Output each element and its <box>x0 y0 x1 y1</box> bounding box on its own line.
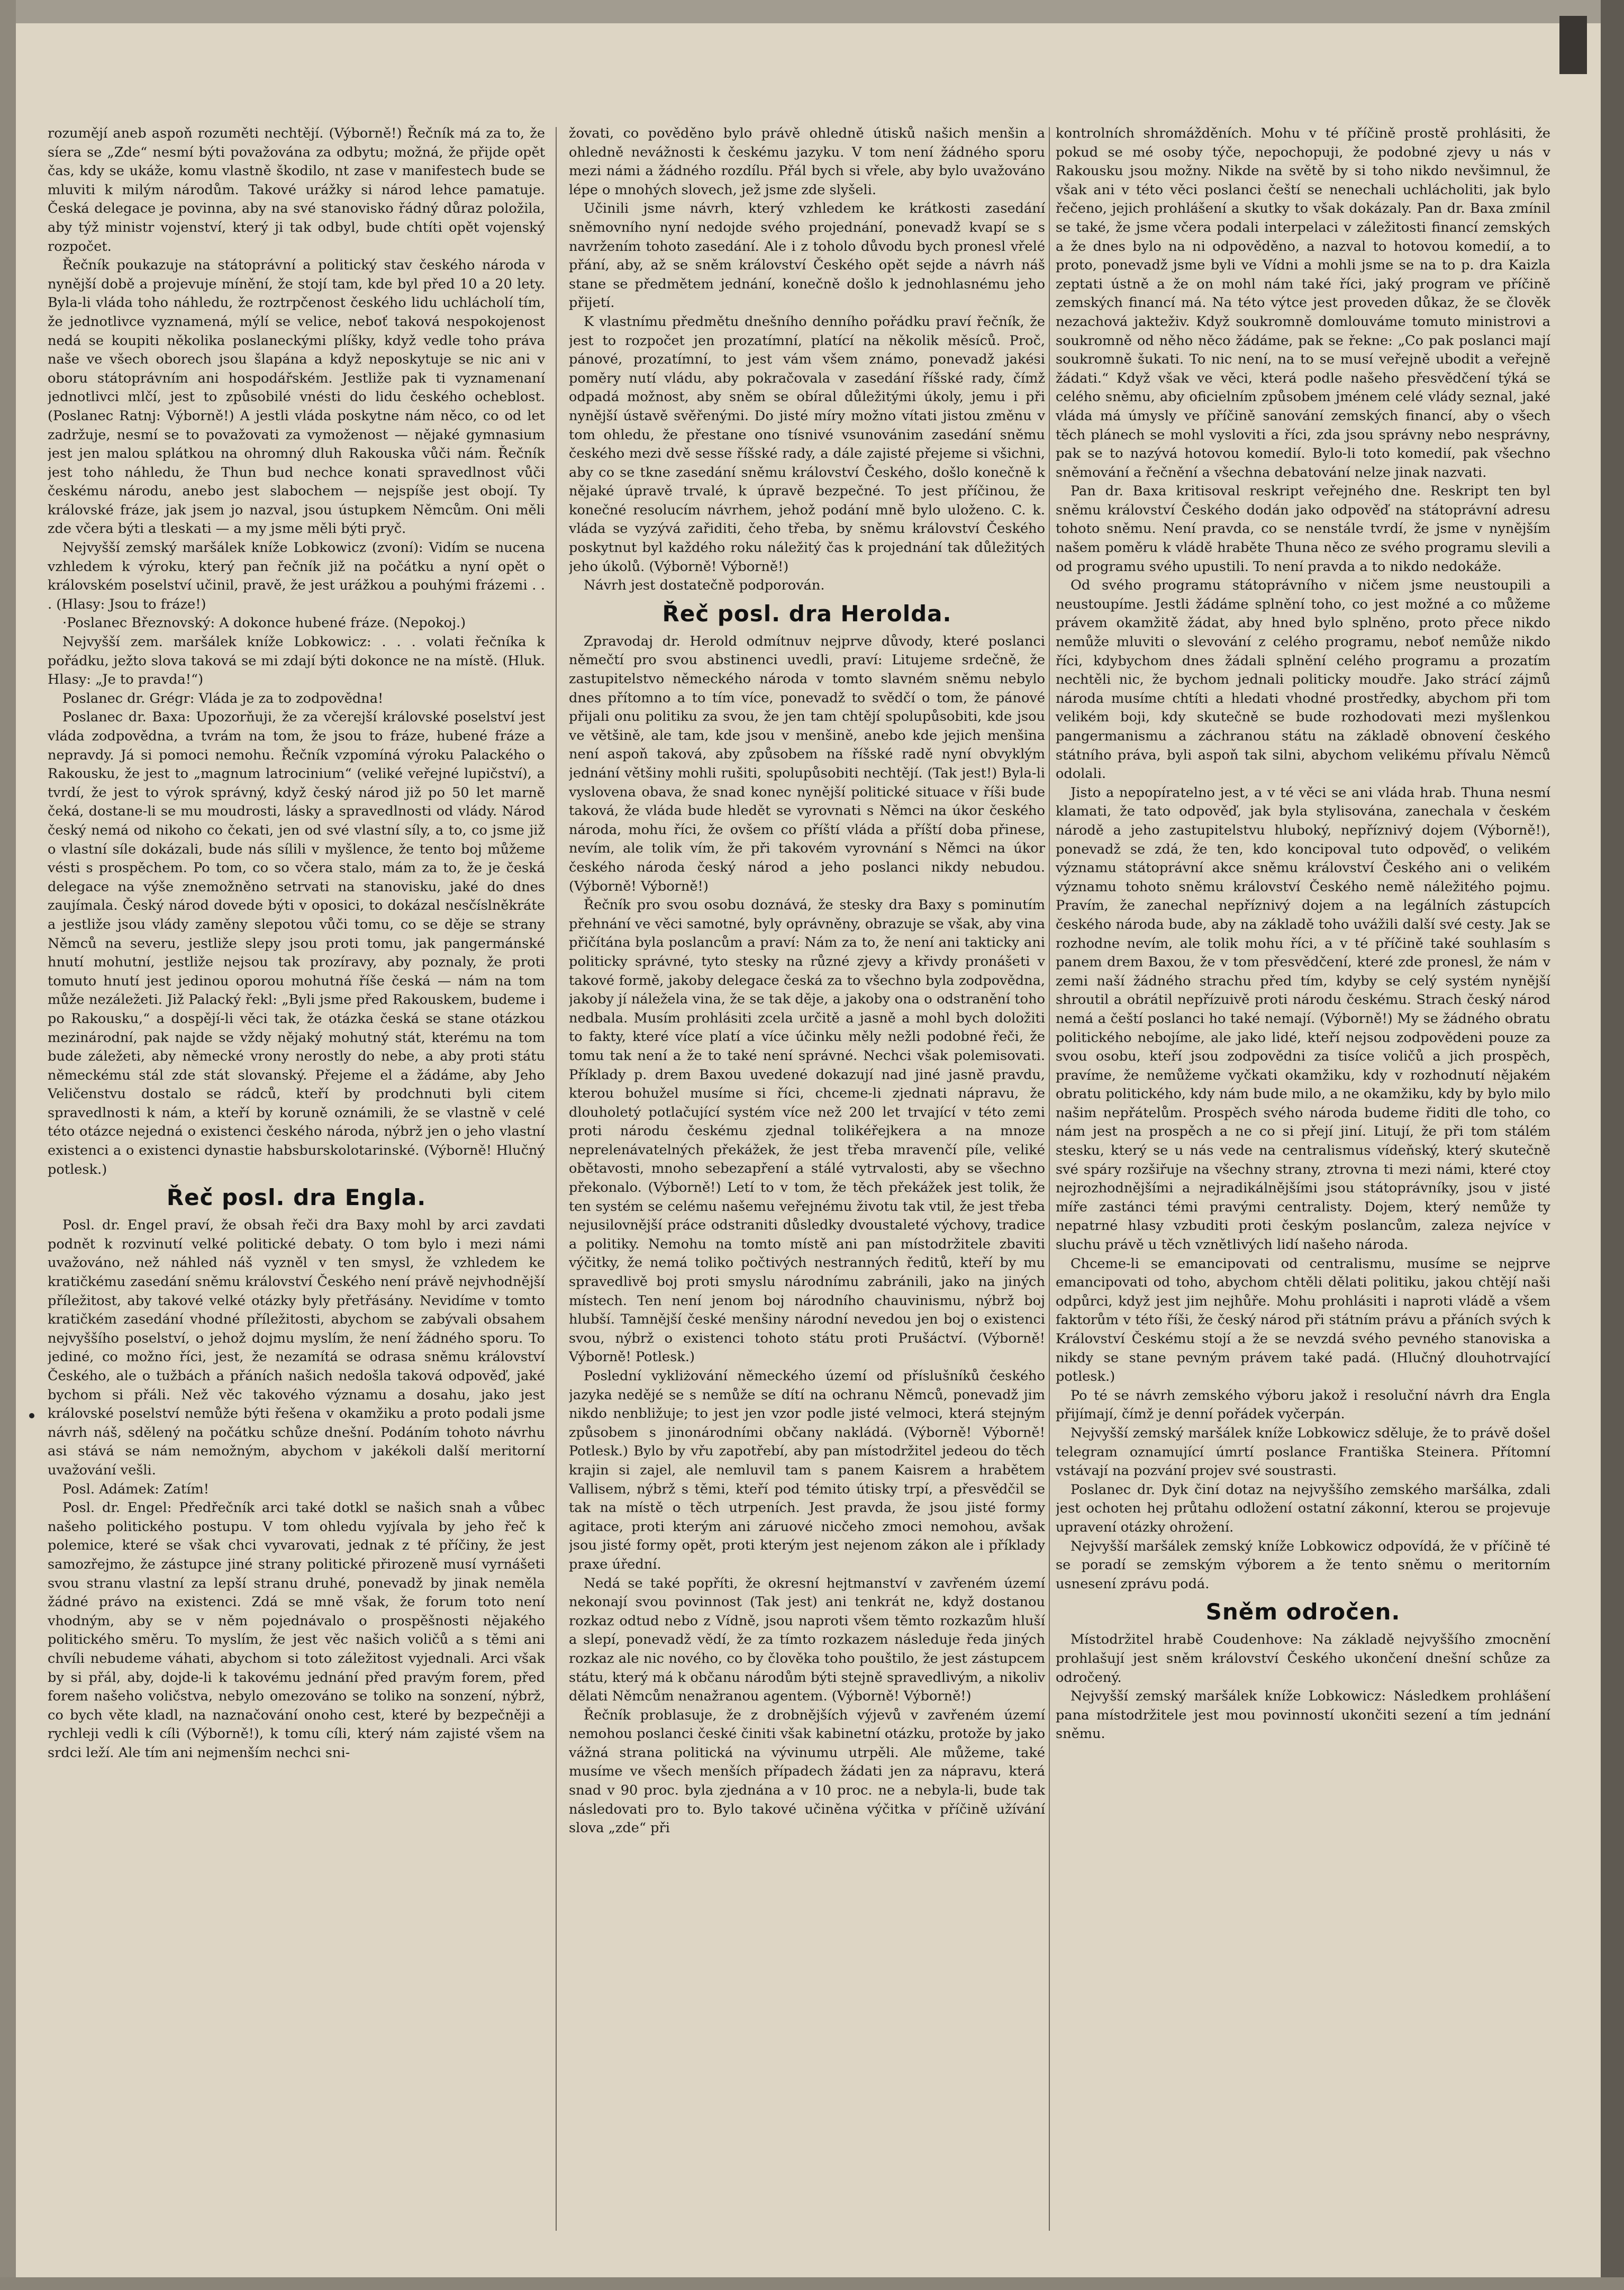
article-paragraph: Řečník problasuje, že z drobnějších výjevů v zavřeném území nemohou poslanci české činiti však kabinetní otázku, protože by jako vážná strana politická na vývinumu utrpěli. Ale můžeme, také musíme ve všech menších případech žádati jen za nápravu, která snad v 90 proc. byla zjednána a v 10 proc. ne a nebyla-li, bude tak následovati pro to. Bylo takové učiněna výčitka v příčině užívání slova „zde“ při <box>569 1707 1045 1836</box>
article-paragraph: Nejvyšší zemský maršálek kníže Lobkowicz: Následkem prohlášení pana místodržitele jest mou povinností ukončiti sezení a tím jednání sněmu. <box>1056 1688 1550 1742</box>
column-rule <box>556 127 557 2231</box>
article-paragraph: Řečník poukazuje na státoprávní a politický stav českého národa v nynější době a projevuje mínění, že stojí tam, kde byl před 10 a 20 lety. Byla-li vláda toho náhledu, že roztrpčenost českého lidu uchlácholí tím, že jednotlivce vyznamená, mýlí se velice, neboť taková nespokojenost nedá se koupiti několika poslaneckými plíšky, když vedle toho práva naše ve všech oborech jsou šlapána a když neposkytuje se nic ani v oboru státoprávním ani hospodářském. Jestliže pak ti vyznamenaní jednotlivci mlčí, jest to způsobilé vnésti do lidu českého ocheblost. (Poslanec Ratnj: Výborně!) A jestli vláda poskytne nám něco, co od let zadržuje, nesmí se to považovati za vymoženost — nějaké gymnasium jest jen malou splátkou na ohromný dluh Rakouska vůči nám. Řečník jest toho náhledu, že Thun bud nechce konati spravedlnost vůči českému národu, anebo jest slabochem — nejspíše jest obojí. Ty královské fráze, jak jsem jo nazval, jsou ústupkem Němcům. Oni měli zde včera býti a tleskati — a my jsme měli býti pryč. <box>48 257 545 537</box>
article-paragraph: Učinili jsme návrh, který vzhledem ke krátkosti zasedání sněmovního nyní nedojde svého projednání, ponevadž kvapí se s navržením tohoto zasedání. Ale i z toholo důvodu bych pronesl vřelé přání, aby, až se sněm království Českého opět sejde a návrh náš stane se předmětem jednání, konečně došlo k jednohlasnému jeho přijetí. <box>569 201 1045 311</box>
article-paragraph: Chceme-li se emancipovati od centralismu, musíme se nejprve emancipovati od toho, abychom chtěli dělati politiku, jakou chtějí naši odpůrci, když jest jim nejhůře. Mohu prohlásiti i naproti vládě a všem faktorům v této říši, že český národ při státním právu a přáních svých k Království Českému stojí a že se nevzdá svého pevného stanoviska a nikdy se stane pevným právem také padá. (Hlučný dlouhotrvající potlesk.) <box>1056 1255 1550 1385</box>
article-paragraph: Poslední vykliżování německého území od příslušníků českého jazyka nedějé se s nemůže se dítí na ochranu Němců, ponevadž jim nikdo nenbližuje; to jest jen vzor podle jisté velmoci, která stejným způsobem s jinonárodními občany nakládá. (Výborně! Výborně! Potlesk.) Bylo by vřu zapotřebí, aby pan místodržitel jedeou do těch krajin si zajel, ale nemluvil tam s panem Kaisrem a hrabětem Vallisem, nýbrž s těmi, kteří pod témito útisky trpí, a přesvědčil se tak na místě o těch utrpeních. Jest pravda, že jsou jisté formy agitace, proti kterým ani záruové nicčeho zmoci nemohou, avšak jsou jisté formy opět, proti kterým jest nejenom zákon ale i příklady praxe úřední. <box>569 1368 1045 1572</box>
article-paragraph: Posl. dr. Engel: Předřečník arci také dotkl se našich snah a vůbec našeho politického postupu. V tom ohledu vyjívala by jeho řeč k polemice, které se však chci vyvarovati, jednak z té příčiny, že jest samozřejmo, že zástupce jiné strany politické přirozeně musí vyrnášeti svou stranu vlastní za lepší stranu druhé, ponevadž by jinak neměla žádné právo na existenci. Zdá se mně však, že forum toto není vhodným, aby se v něm pojednávalo o prospěšnosti nějakého politického směru. To myslím, že jest věc našich voličů a s těmi ani chvíli nebudeme váhati, abychom si toto záležitost vyjednali. Arci však by si přál, aby, dojde-li k takovému jednání před pravým forem, před forem našeho voličstva, nebylo omezováno se toliko na sonzení, nýbrž, co bych věte kladl, na naznačování onoho cest, které by bezpečněji a rychleji vedli k cíli (Výborně!), k tomu cíli, který nám zajisté všem na srdci leží. Ale tím ani nejmenším nechci sni- <box>48 1500 545 1761</box>
article-paragraph: kontrolních shromážděních. Mohu v té příčině prostě prohlásiti, že pokud se mé osoby týče, nepochopuji, že podobné zjevy u nás v Rakousku jsou možny. Nikde na světě by si toho nikdo nevšimnul, že však ani v této věci poslanci čeští se nenechali uchlácholiti, jak bylo řečeno, jejich prohlášení a skutky to však dokázaly. Pan dr. Baxa zmínil se také, že jsme včera podali interpelaci v záležitosti financí zemských a že dnes bylo na ni odpověděno, a nazval to hotovou komedií, a to proto, ponevadž jsme byli ve Vídni a mohli jsme se na to p. dra Kaizla zeptati ústně a že on mohl nám také říci, jaký program ve příčině zemských financí má. Na této výtce jest proveden důkaz, že se člověk nezachová jakteživ. Když soukromně domlouváme tomuto ministrovi a soukromně od něho něco žádáme, pak se řekne: „Co pak poslanci mají soukromně šukati. To nic není, na to se musí veřejně ubodit a veřejně žádati.“ Když však ve věci, která podle našeho přesvědčení týká se celého sněmu, aby oficielním způsobem jménem celé vlády seznal, jaké vláda má úmysly ve příčině sanování zemských financí, aby o všech těch plánech se mohl vysloviti a říci, zda jsou správny nebo nesprávny, pak se to nazývá hotovou komedií. Bylo-li toto komedií, pak všechno sněmování a řečnění a všechna debatování nelze jinak nazvati. <box>1056 125 1550 481</box>
article-paragraph: Nejvyšší maršálek zemský kníže Lobkowicz odpovídá, že v příčině té se poradí se zemským výborem a že tento sněmu o meritorním usnesení zprávu podá. <box>1056 1538 1550 1592</box>
speech-heading: Řeč posl. dra Herolda. <box>662 600 952 627</box>
article-paragraph: Jisto a nepopíratelno jest, a v té věci se ani vláda hrab. Thuna nesmí klamati, že tato odpověď, jak byla stylisována, zanechala v českém národě a jeho zastupitelstvu hluboký, nepříznivý dojem (Výborně!), ponevadž se zdá, že ten, kdo koncipoval tuto odpověď, o velikém významu státoprávní akce sněmu království Českého ani o velikém významu tohoto sněmu království Českého nemě náležitého pojmu. Pravím, že zanechal nepříznivý dojem a na legálních zástupcích českého národa bude, aby na základě toho uvážili další své cesty. Jak se rozhodne nevím, ale tolik mohu říci, a v té příčině také souhlasím s panem drem Baxou, že v tom přesvědčení, které zde pronesl, že nám v zemi naší žádného strachu před tím, kdyby se celý systém nynější shroutil a obrátil nepřízuivě proti národu českému. Strach český národ nemá a čeští poslanci ho také nemají. (Výborně!) My se žádného obratu politického nebojíme, ale jako lidé, kteří nejsou zodpovědeni pouze za svou osobu, kteří jsou zodpovědni za tisíce voličů a jich prospěch, pravíme, že nemůžeme vyčkati okamžiku, kdy v rozhodnutí nějakém obratu politického, kdy nám bude milo, a ne okamžiku, kdy by bylo milo našim nepřátelům. Prospěch svého národa budeme řiditi dle toho, co nám jest na prospěch a ne co si přejí jiní. Litují, že při tom stálém stesku, který se u nás vede na centralismus vídeňský, který skutečně své spáry rozšiřuje na všechny strany, ztrovna ti mezi námi, které ctoy nejrozhodnějšími a nejradikálnějšími jsou státoprávníky, jsou v jisté míře zastánci témi pravými centralisty. Dojem, který nemůže ty nepatrné hlasy vzbuditi proti českým poslancům, zaleza nejvíce v sluchu právě u těch vznětlivých lidí našeho národa. <box>1056 784 1550 1253</box>
speech-heading: Řeč posl. dra Engla. <box>166 1184 427 1211</box>
text-column-1 <box>48 124 545 2233</box>
ink-spot <box>29 1413 34 1418</box>
article-paragraph: Poslanec dr. Baxa: Upozorňuji, že za včerejší královské poselství jest vláda zodpovědna, a tvrám na tom, že jsou to fráze, hubené fráze a nepravdy. Já si pomoci nemohu. Řečník vzpomíná výroku Palackého o Rakousku, že jest to „magnum latrocinium“ (veliké veřejné lupičství), a tvrdí, že jest to výrok správný, když český národ již po 50 let marně čeká, dostane-li se mu moudrosti, lásky a spravedlnosti od vlády. Národ český nemá od nikoho co čekati, jen od své vlastní síly, a to, co jsme již o vlastní síle dokázali, bude nás sílili v myšlence, že tento boj můžeme vésti s prospěchem. Po tom, co so včera stalo, mám za to, že je česká delegace na výše znemožněno setrvati na stanovisku, jaké do dnes zaujímala. Český národ dovede býti v oposici, to dokázal nesčíslněkráte a jestliže jsou vlády zaměny slepotou vůči tomu, co se děje se strany Němců na severu, jestliže slepy jsou proti tomu, jak pangermánské hnutí mohutní, jestliže nejsou tak prozíravy, aby poznaly, že proti tomuto hnutí jest jedinou oporou mohutná říše česká — nám na tom může nezáležeti. Již Palacký řekl: „Byli jsme před Rakouskem, budeme i po Rakousku,“ a dospějí-li věci tak, že otázka česká se stane otázkou mezinárodní, pak najde se vždy nějaký mohutný stát, kterému na tom bude záležeti, aby německé vrony nerostly do nebe, a aby proti státu německému stál zde stát slovanský. Přejeme el a žádáme, aby Jeho Veličenstvu dostalo se rádců, kteří by prodchnuti byli citem spravedlnosti k nám, a kteří by koruně oznámili, že se vlastně v celé této otázce nejedná o existenci českého národa, nýbrž jen o jeho vlastní existenci a o existenci dynastie habsburskolotarinské. (Výborně! Hlučný potlesk.) <box>48 709 545 1178</box>
article-paragraph: Pan dr. Baxa kritisoval reskript veřejného dne. Reskript ten byl sněmu království Českého dodán jako odpověď na státoprávní adresu tohoto sněmu. Není pravda, co se nenstále tvrdí, že jsme v nynějším našem poměru k vládě hraběte Thuna něco ze svého programu slevili a od programu svého upustili. To není pravda a to nikdo nedokáže. <box>1056 483 1550 575</box>
scan-top-edge <box>0 0 1624 23</box>
article-paragraph: Řečník pro svou osobu doznává, že stesky dra Baxy s pominutím přehnání ve věci samotné, byly oprávněny, obrazuje se však, aby vina přičítána byla poslancům a praví: Nám za to, že není ani takticky ani politicky správné, tyto stesky na různé zjevy a křivdy pronášeti v takové formě, jakoby delegace česká za to všechno byla zodpovědna, jakoby jí náležela vina, že se tak děje, a jakoby ona o odstranění toho nedbala. Musím prohlásiti zcela určitě a jasně a mohl bych doložiti to fakty, které více platí a více účinku měly nežli podobné řeči, že tomu tak není a že to také není správné. Nechci však polemisovati. Příklady p. drem Baxou uvedené dokazují nad jiné jasně pravdu, kterou bohužel musíme si říci, chceme-li zjednati nápravu, že dlouholetý potlačující systém více než 200 let trvající v této zemi proti národu českému zjednal tolikéřejkera a na mnoze neprelenávatelných překážek, že jest třeba mravenčí píle, veliké obětavosti, mnoho sebezapření a stálé vytrvalosti, aby se všechno překonalo. (Výborně!) Letí to v tom, že těch překážek jest tolik, že ten systém se celému našemu veřejnému životu tak vtil, že jest třeba nejusilovnější práce odstraniti důsledky dvoustaleté výchovy, tradice a politiky. Nemohu na tomto místě ani pan místodržitele zbaviti výčitky, že nemá toliko počtivých nestranných ředitů, kteří by mu spravedlivě boj proti smyslu národnímu zabránili, jako na jiných místech. Ten není jenom boj národního chauvinismu, nýbrž boj hlubší. Tamnější české menšiny národní nevedou jen boj o existenci svou, nýbrž o existenci tohoto státu proti Prušáctví. (Výborně! Výborně! Potlesk.) <box>569 897 1045 1365</box>
text-column-2 <box>569 124 1045 2233</box>
article-paragraph: Od svého programu státoprávního v ničem jsme neustoupili a neustoupíme. Jestli žádáme splnění toho, co jest možné a co můžeme právem okamžitě žádat, aby hned bylo splněno, proto přece nikdo nemůže mluviti o slevování z celého programu, neboť nemůže nikdo říci, kdybychom dnes žádali splnění celého programu a prozatím nechtěli nic, že bychom jednali politicky moudře. Jako strácí zájmů národa musíme chtíti a hledati vhodné prostředky, abychom při tom velikém boji, kdy skutečně se bude rozhodovati mezi myšlenkou pangermanismu a záchranou státu na základě obnovení českého státního práva, byli aspoň tak silni, abychom velikému přívalu Němců odolali. <box>1056 577 1550 782</box>
article-paragraph: Poslanec dr. Dyk činí dotaz na nejvyššího zemského maršálka, zdali jest ochoten hej průtahu odložení ostatní zákonní, kterou se projevuje upravení otázky ohrožení. <box>1056 1481 1550 1535</box>
article-paragraph: Po té se návrh zemského výboru jakož i resoluční návrh dra Engla přijímají, čímž je denní pořádek vyčerpán. <box>1056 1387 1550 1423</box>
article-paragraph: rozumějí aneb aspoň rozuměti nechtějí. (Výborně!) Řečník má za to, že síera se „Zde“ nesmí býti považována za odbytu; možná, že přijde opět čas, kdy se ukáže, komu vlastně škodilo, nt zase v manifestech bude se mluviti k milým národům. Takové urážky si národ lehce pamatuje. Česká delegace je povinna, aby na své stanovisko řádný důraz položila, aby týž ministr vojenství, který ji tak odbyl, bude chtíti opět vojenský rozpočet. <box>48 125 545 255</box>
article-paragraph: Posl. Adámek: Zatím! <box>62 1481 210 1497</box>
text-column-3 <box>1056 124 1550 2233</box>
article-paragraph: Návrh jest dostatečně podporován. <box>584 577 825 594</box>
article-paragraph: Místodržitel hrabě Coudenhove: Na základě nejvyššího zmocnění prohlašují jest sněm království Českého ukončení dnešní schůze za odročený. <box>1056 1632 1550 1686</box>
article-paragraph: Poslanec dr. Grégr: Vláda je za to zodpovědna! <box>62 690 384 707</box>
scan-right-edge <box>1601 0 1624 2290</box>
article-paragraph: Zpravodaj dr. Herold odmítnuv nejprve důvody, které poslanci němečtí pro svou abstinenci uvedli, praví: Litujeme srdečně, že zastupitelstvo německého národa v tomto slavném sněmu nebylo dnes přítomno a to tím více, ponevadž to svědčí o tom, že pánové přijali onu politiku za svou, že jen tam chtějí spolupůsobiti, kde jsou ve většině, ale tam, kde jsou v menšině, anebo kde jejich menšina není aspoň taková, aby způsobem na říšské radě nyní obvyklým jednání většiny mohli rušiti, spolupůsobiti nechtějí. (Tak jest!) Byla-li vyslovena obava, že snad konec nynější politické situace v říši bude taková, že vláda bude hledět se vyrovnati s Němci na úkor českého národa, mohu říci, že ovšem co příští vláda a příští doba přinese, nevím, ale tolik vím, že při takovém vyrovnání s Němci na úkor českého národa český národ a jeho poslanci nikdy nebudou. (Výborně! Výborně!) <box>569 633 1045 894</box>
article-paragraph: žovati, co pověděno bylo právě ohledně útisků našich menšin a ohledně nevážnosti k českému jazyku. V tom není žádného sporu mezi námi a žádného rozdílu. Přál bych si vřele, aby bylo uvažováno lépe o mnohých slovech, jež jsme zde slyšeli. <box>569 125 1045 198</box>
scan-marker <box>1559 16 1587 74</box>
scan-bottom-edge <box>0 2277 1624 2290</box>
article-paragraph: Nejvyšší zemský maršálek kníže Lobkowicz (zvoní): Vidím se nucena vzhledem k výroku, který pan řečník již na počátku a nyní opět o královském poselství učinil, pravě, že jest urážkou a pouhými frázemi . . . (Hlasy: Jsou to fráze!) <box>48 540 545 612</box>
article-paragraph: Nejvyšší zem. maršálek kníže Lobkowicz: . . . volati řečníka k pořádku, ježto slova taková se mi zdají býti dokonce ne na místě. (Hluk. Hlasy: „Je to pravda!“) <box>48 634 545 688</box>
article-paragraph: Nejvyšší zemský maršálek kníže Lobkowicz sděluje, že to právě došel telegram oznamující úmrtí poslance Františka Steinera. Přítomní vstávají na pozvání projev své soustrasti. <box>1056 1425 1550 1479</box>
speech-heading: Sněm odročen. <box>1205 1599 1401 1625</box>
article-paragraph: ·Poslanec Březnovský: A dokonce hubené fráze. (Nepokoj.) <box>62 615 466 631</box>
column-rule <box>1049 127 1050 2231</box>
article-paragraph: K vlastnímu předmětu dnešního denního pořádku praví řečník, že jest to rozpočet jen prozatímní, platící na několik měsíců. Proč, pánové, prozatímní, to jest vám všem známo, ponevadž jakési poměry nutí vládu, aby pokračovala v zasedání říšské rady, čímž odpadá možnost, aby sněm se obíral důležitými úkoly, jemu i při nynější ústavě svěřenými. Do jisté míry možno vítati jistou změnu v tom ohledu, že přestane ono tísnivé vsunovánim zasedání sněmu českého mezi dvě sesse říšské rady, a dále zajisté přejeme si všichni, aby co se tkne zasedání sněmu království Českého, došlo konečně k nějaké úpravě trvalé, k úpravě bezpečné. To jest příčinou, že konečné resolucím návrhem, jehož podání mně bylo uloženo. C. k. vláda se vyzývá zařiditi, čeho třeba, by sněmu království Českého poskytnut byl každého roku náležitý čas k projednání tak důležitých jeho úkolů. (Výborně! Výborně!) <box>569 313 1045 575</box>
article-paragraph: Posl. dr. Engel praví, že obsah řeči dra Baxy mohl by arci zavdati podnět k rozvinutí velké politické debaty. O tom bylo i mezi námi uvažováno, než náhled náš vyzněl v ten smysl, že vzhledem ke kratičkému zasedání sněmu království Českého není právě nejvhodnější příležitost, aby takové velké otázky byly přetřásány. Nevidíme v tomto kratičkém zasedání vhodné příležitosti, abychom se zabývali obsahem nejvyššího poselství, o jehož dojmu myslím, že není žádného sporu. To jediné, co možno říci, jest, že nezamítá se odrasa sněmu království Českého, ale o tužbách a přáních našich nedošla taková odpověď, jaké bychom si přáli. Než věc takového významu a dosahu, jako jest královské poselství nemůže býti řešena v okamžiku a proto podali jsme návrh náš, sdělený na počátku schůze dnešní. Podáním tohoto návrhu asi stává se nám nemožným, abychom v jakékoli další meritorní uvažování vešli. <box>48 1217 545 1478</box>
article-paragraph: Nedá se také popříti, že okresní hejtmanství v zavřeném území nekonají svou povinnost (Tak jest) ani tenkrát ne, když dostanou rozkaz odtud nebo z Vídně, jsou naproti všem těmto rozkazům hluší a slepí, ponevadž vědí, že za tímto rozkazem následuje ředa jiných rozkaz ale nic nového, co by člověka toho pouštilo, že jest zástupcem státu, který má k občanu národům býti stejně spravedlivým, a nikoliv dělati Němcům nenažranou agentem. (Výborně! Výborně!) <box>569 1575 1045 1705</box>
scan-left-edge <box>0 0 16 2290</box>
